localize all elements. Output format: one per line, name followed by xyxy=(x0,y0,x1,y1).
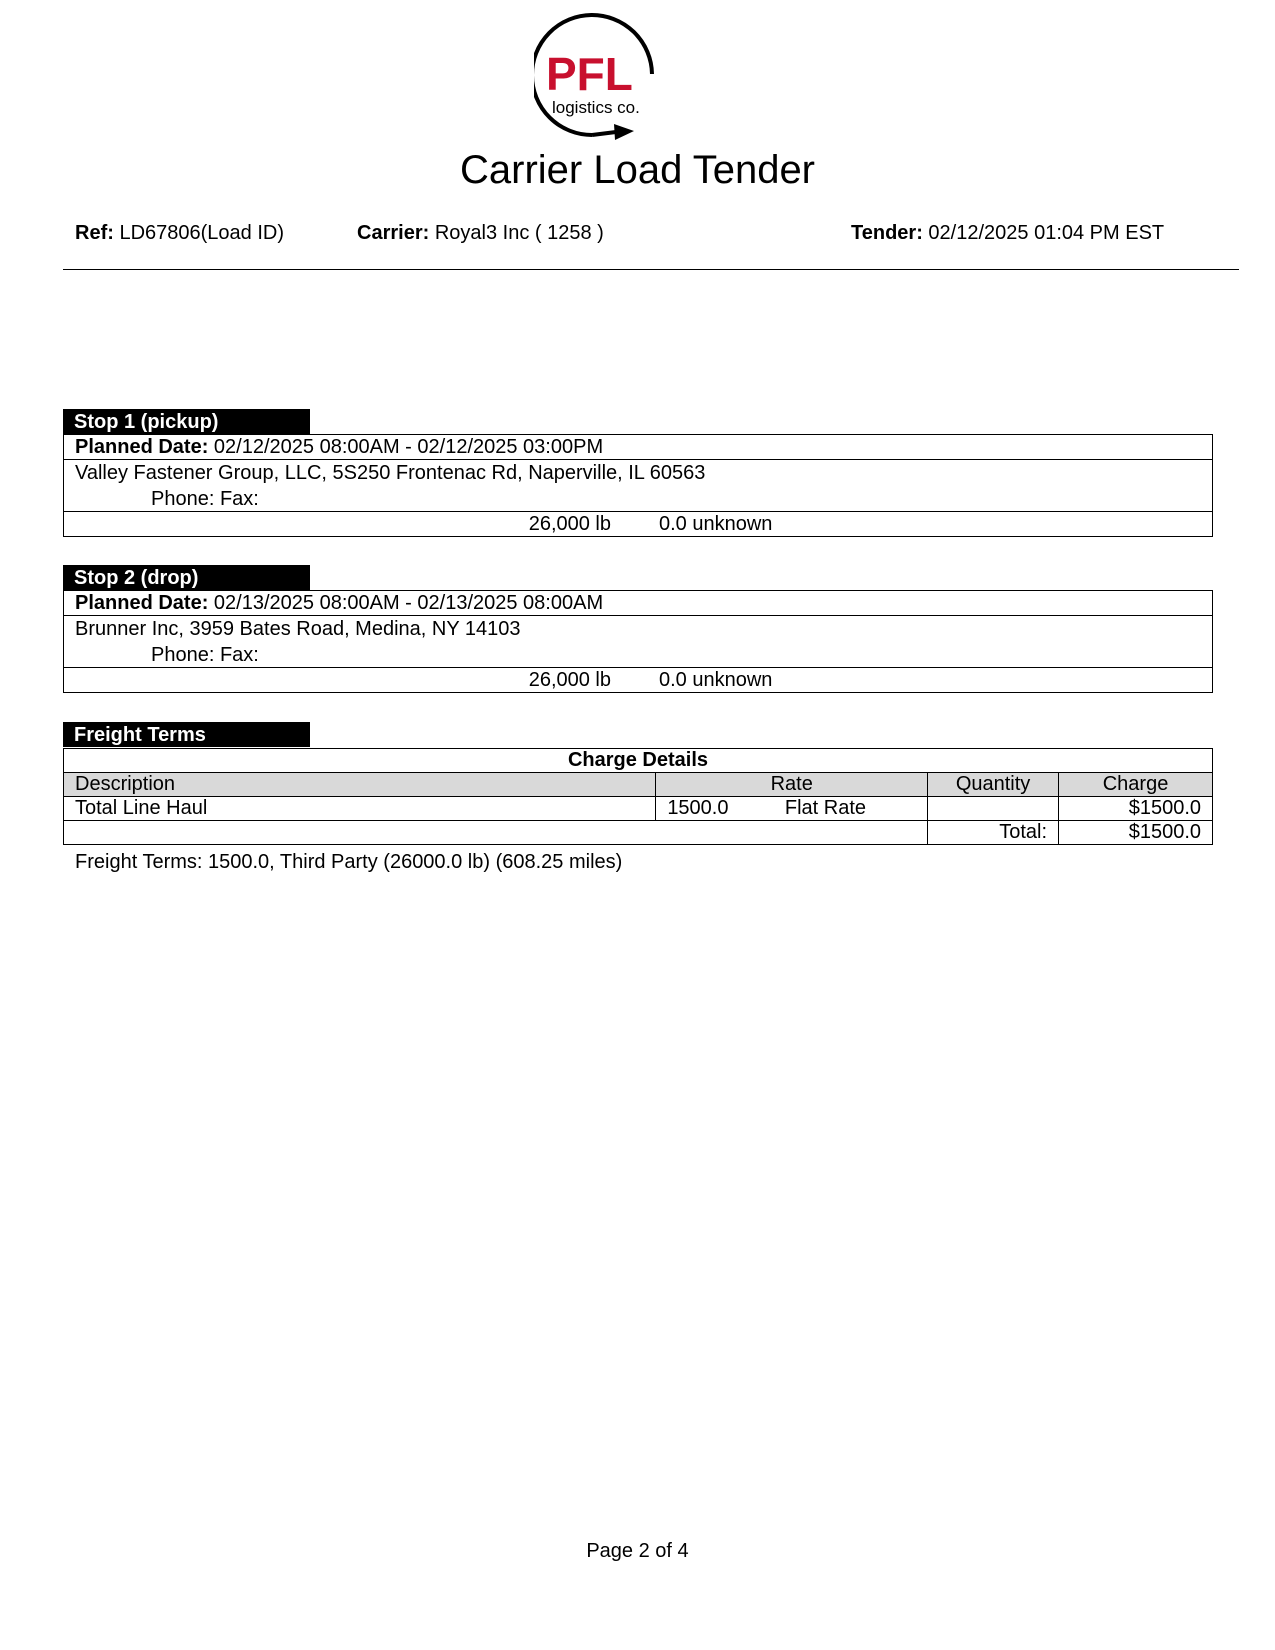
total-label: Total: xyxy=(928,821,1059,845)
page-number: Page 2 of 4 xyxy=(586,1540,689,1562)
charge-details-heading: Charge Details xyxy=(64,749,1213,773)
stop-2-box xyxy=(63,590,1213,693)
stop-1-address: Valley Fastener Group, LLC, 5S250 Frontenac Rd, Naperville, IL 60563 xyxy=(75,462,706,484)
stop-1-volume: 0.0 unknown xyxy=(659,513,773,535)
planned-date-label: Planned Date: xyxy=(75,592,209,614)
freight-terms-note: Freight Terms: 1500.0, Third Party (26000.0 lb) (608.25 miles) xyxy=(75,851,623,873)
carrier-value: Royal3 Inc ( 1258 ) xyxy=(434,222,604,244)
planned-date-value: 02/13/2025 08:00AM - 02/13/2025 08:00AM xyxy=(213,592,604,614)
line-rate: 1500.0 xyxy=(667,797,729,819)
line-description: Total Line Haul xyxy=(64,797,656,821)
stop-1-planned-date xyxy=(64,435,1212,460)
stop-2-contact: Phone: Fax: xyxy=(151,644,259,666)
carrier-field xyxy=(357,221,604,245)
stop-1-contact: Phone: Fax: xyxy=(151,488,259,510)
pfl-logo xyxy=(534,12,674,150)
tender-value: 02/12/2025 01:04 PM EST xyxy=(928,222,1165,244)
stop-1-title: Stop 1 (pickup) xyxy=(63,409,310,434)
col-charge-header: Charge xyxy=(1059,773,1213,797)
logo-text-main: PFL xyxy=(546,48,633,100)
logo-text-sub: logistics co. xyxy=(552,98,640,117)
line-quantity xyxy=(928,797,1059,821)
stop-2-volume: 0.0 unknown xyxy=(659,669,773,691)
line-rate-cell xyxy=(656,797,928,821)
planned-date-value: 02/12/2025 08:00AM - 02/12/2025 03:00PM xyxy=(213,436,604,458)
stop-1-weight: 26,000 lb xyxy=(528,513,611,535)
line-rate-type: Flat Rate xyxy=(784,797,867,819)
stop-2-weight: 26,000 lb xyxy=(528,669,611,691)
stop-2-load xyxy=(64,668,1212,692)
col-quantity-header: Quantity xyxy=(928,773,1059,797)
stop-2-planned-date xyxy=(64,591,1212,616)
stop-1-box xyxy=(63,434,1213,537)
col-description-header: Description xyxy=(64,773,656,797)
page-title: Carrier Load Tender xyxy=(459,148,816,192)
stop-2-title: Stop 2 (drop) xyxy=(63,565,310,590)
col-rate-header: Rate xyxy=(656,773,928,797)
tender-label: Tender: xyxy=(851,222,923,244)
carrier-label: Carrier: xyxy=(357,222,430,244)
freight-terms-title: Freight Terms xyxy=(63,722,310,747)
stop-1-location xyxy=(64,460,1212,512)
tender-field xyxy=(851,221,1164,245)
ref-value: LD67806(Load ID) xyxy=(119,222,285,244)
planned-date-label: Planned Date: xyxy=(75,436,209,458)
table-row xyxy=(64,797,1213,821)
total-value: $1500.0 xyxy=(1059,821,1213,845)
ref-field xyxy=(75,221,284,245)
total-spacer xyxy=(64,821,928,845)
line-charge: $1500.0 xyxy=(1059,797,1213,821)
stop-2-address: Brunner Inc, 3959 Bates Road, Medina, NY 14103 xyxy=(75,618,521,640)
stop-1-load xyxy=(64,512,1212,536)
stop-2-location xyxy=(64,616,1212,668)
charge-details-table xyxy=(63,748,1213,845)
header-divider xyxy=(63,269,1239,270)
charge-details-row xyxy=(64,749,1213,773)
total-row xyxy=(64,821,1213,845)
ref-label: Ref: xyxy=(75,222,114,244)
table-header-row xyxy=(64,773,1213,797)
